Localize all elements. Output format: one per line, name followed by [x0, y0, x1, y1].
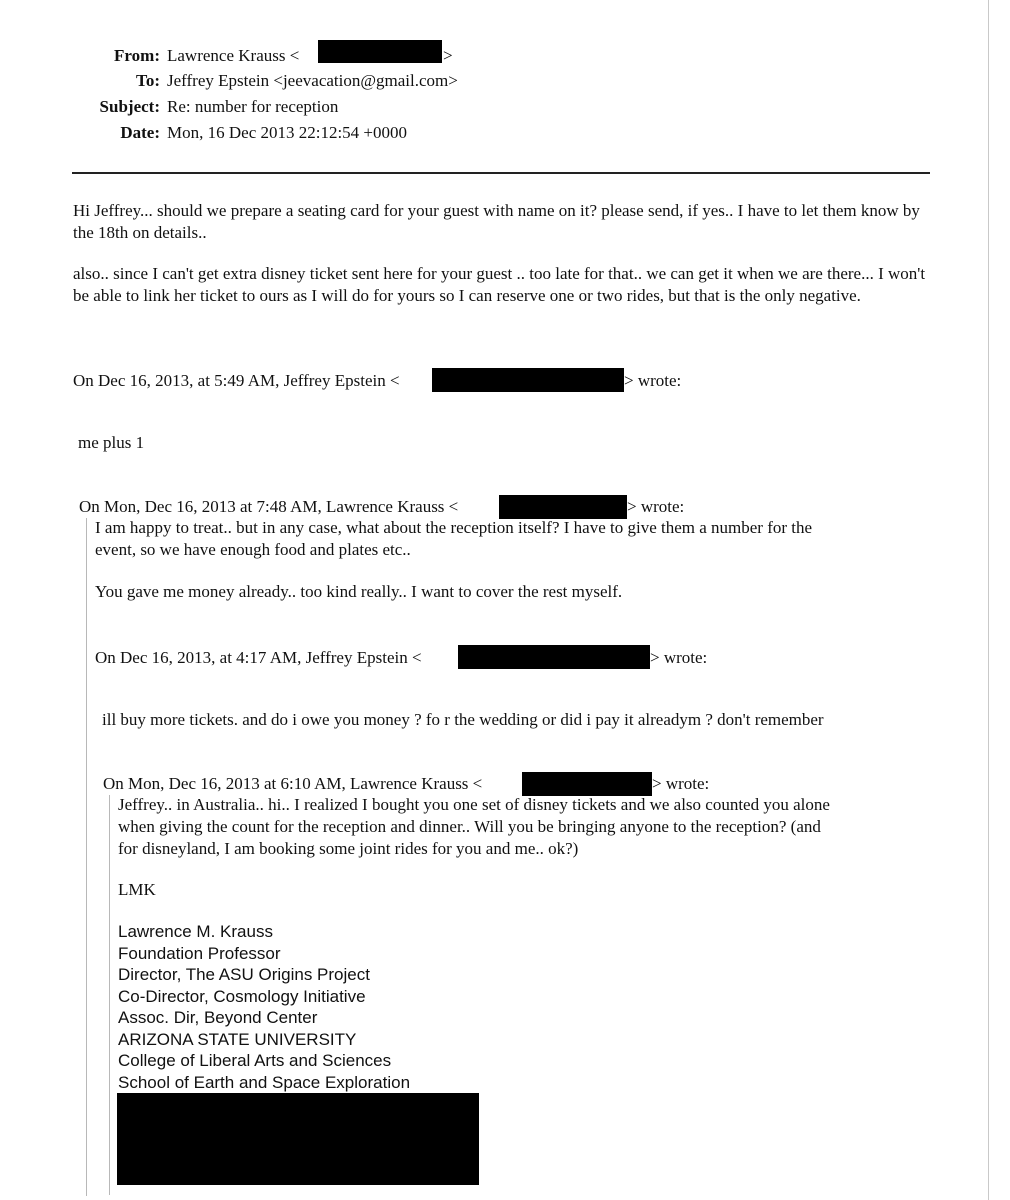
date-value: Mon, 16 Dec 2013 22:12:54 +0000 — [167, 123, 408, 142]
redaction-quote4-email — [522, 772, 652, 796]
body-paragraph-1: Hi Jeffrey... should we prepare a seating card for your guest with name on it? please send, if yes.. I have to let them know by the 18th on details.. — [73, 201, 920, 242]
header-divider — [72, 172, 930, 174]
quote2-line-2: event, so we have enough food and plates etc.. — [95, 540, 411, 559]
quote4-bar — [109, 795, 110, 1195]
signature-line: College of Liberal Arts and Sciences — [118, 1051, 392, 1070]
signature-line: Lawrence M. Krauss — [118, 922, 273, 941]
quote2-attribution: On Mon, Dec 16, 2013 at 7:48 AM, Lawrence Krauss < — [79, 497, 459, 516]
quote1-attribution-tail: > wrote: — [624, 371, 682, 390]
redaction-quote1-email — [432, 368, 624, 392]
signature-line: Assoc. Dir, Beyond Center — [118, 1008, 318, 1027]
redaction-quote3-email — [458, 645, 650, 669]
quote2-bar — [86, 518, 87, 1196]
quote3-attribution-tail: > wrote: — [650, 648, 708, 667]
body-paragraph-2: also.. since I can't get extra disney ticket sent here for your guest .. too late for that.. we can get it when we are there... I won't be able to link her ticket to ours as I will do for yours so I can reserve one or two rides, but that is the only negative. — [73, 264, 926, 305]
quote1-text: me plus 1 — [78, 433, 145, 452]
signature-block — [118, 921, 410, 1093]
to-label: To: — [136, 71, 160, 90]
to-value: Jeffrey Epstein <jeevacation@gmail.com> — [167, 71, 458, 90]
redaction-quote2-email — [499, 495, 627, 519]
subject-label: Subject: — [99, 97, 160, 116]
quote3-text: ill buy more tickets. and do i owe you money ? fo r the wedding or did i pay it alreadym ? don't remember — [102, 710, 824, 729]
signature-line: School of Earth and Space Exploration — [118, 1072, 411, 1092]
quote1-attribution: On Dec 16, 2013, at 5:49 AM, Jeffrey Epstein < — [73, 371, 400, 390]
quote4-attribution: On Mon, Dec 16, 2013 at 6:10 AM, Lawrence Krauss < — [103, 774, 483, 793]
from-value: Lawrence Krauss < — [167, 46, 300, 65]
date-label: Date: — [120, 123, 160, 142]
quote4-lmk: LMK — [118, 880, 156, 899]
quote2-attribution-tail: > wrote: — [627, 497, 685, 516]
signature-line: Co-Director, Cosmology Initiative — [118, 986, 366, 1006]
signature-line: ARIZONA STATE UNIVERSITY — [118, 1029, 357, 1049]
quote4-line-3: for disneyland, I am booking some joint rides for you and me.. ok?) — [118, 839, 579, 858]
signature-line: Foundation Professor — [118, 943, 281, 963]
redaction-from-email — [318, 40, 442, 63]
subject-value: Re: number for reception — [167, 97, 339, 116]
quote4-line-1: Jeffrey.. in Australia.. hi.. I realized I bought you one set of disney tickets and we also counted you alone — [118, 795, 830, 814]
quote4-line-2: when giving the count for the reception and dinner.. Will you be bringing anyone to the reception? (and — [118, 817, 821, 836]
redaction-signature-contact — [117, 1093, 479, 1185]
from-label: From: — [114, 46, 160, 65]
quote3-attribution: On Dec 16, 2013, at 4:17 AM, Jeffrey Epstein < — [95, 648, 422, 667]
page-edge — [988, 0, 989, 1200]
quote2-line-1: I am happy to treat.. but in any case, what about the reception itself? I have to give them a number for the — [95, 518, 813, 537]
quote2-line-3: You gave me money already.. too kind really.. I want to cover the rest myself. — [95, 582, 623, 601]
from-tail: > — [443, 46, 453, 65]
quote4-attribution-tail: > wrote: — [652, 774, 710, 793]
signature-line: Director, The ASU Origins Project — [118, 965, 370, 984]
